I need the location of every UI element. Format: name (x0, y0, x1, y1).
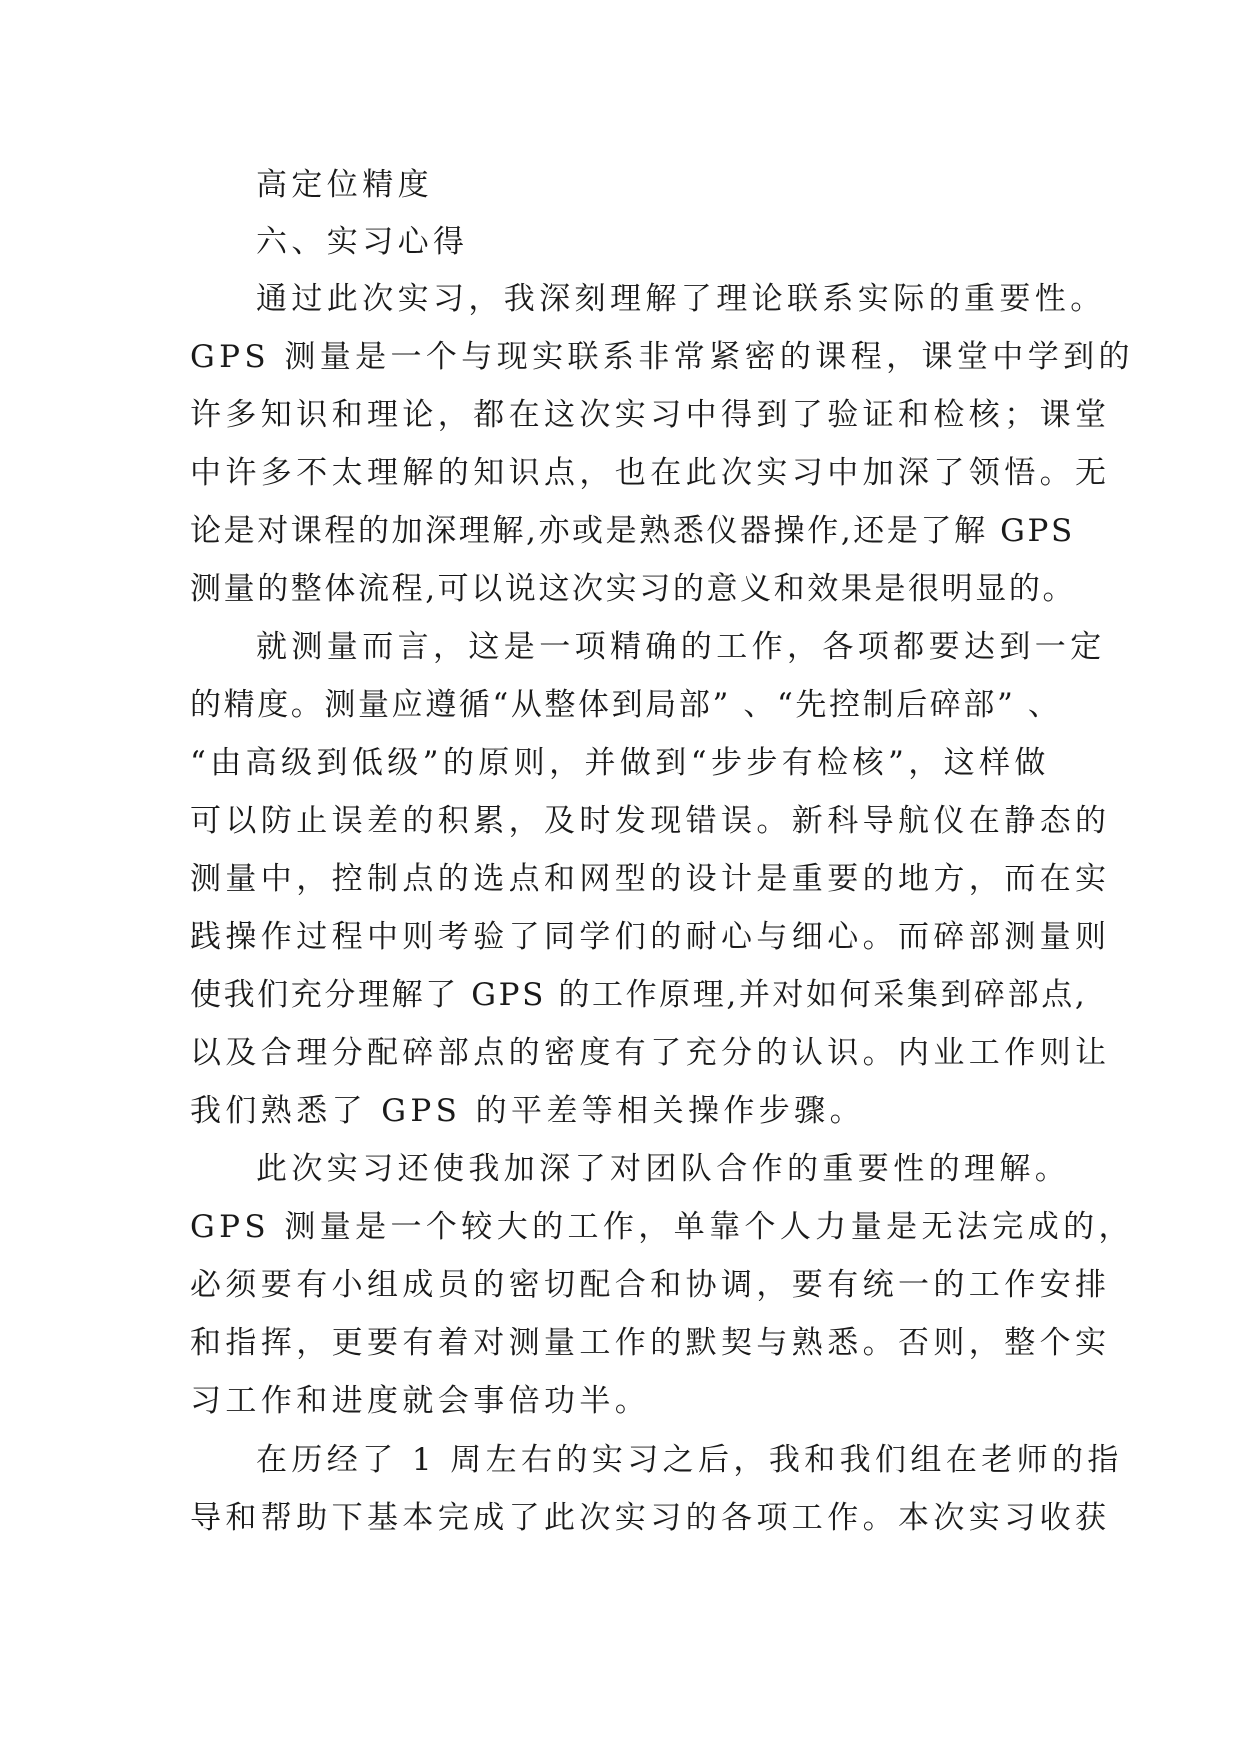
text-line-9: 就测量而言，这是一项精确的工作，各项都要达到一定 (256, 629, 1106, 665)
text-line-14: 践操作过程中则考验了同学们的耐心与细心。而碎部测量则 (190, 919, 1111, 955)
text-line-3: 通过此次实习，我深刻理解了理论联系实际的重要性。 (256, 281, 1106, 317)
text-line-7: 论是对课程的加深理解,亦或是熟悉仪器操作,还是了解 GPS (190, 513, 1075, 549)
text-line-4: GPS 测量是一个与现实联系非常紧密的课程，课堂中学到的 (190, 339, 1134, 375)
text-line-12: 可以防止误差的积累，及时发现错误。新科导航仪在静态的 (190, 803, 1111, 839)
text-line-6: 中许多不太理解的知识点，也在此次实习中加深了领悟。无 (190, 455, 1111, 491)
text-line-8: 测量的整体流程,可以说这次实习的意义和效果是很明显的。 (190, 571, 1077, 607)
text-line-15: 使我们充分理解了 GPS 的工作原理,并对如何采集到碎部点, (190, 977, 1088, 1013)
text-line-22: 习工作和进度就会事倍功半。 (190, 1383, 651, 1419)
text-line-19: GPS 测量是一个较大的工作，单靠个人力量是无法完成的， (190, 1209, 1134, 1245)
text-line-20: 必须要有小组成员的密切配合和协调，要有统一的工作安排 (190, 1267, 1111, 1303)
text-line-17: 我们熟悉了 GPS 的平差等相关操作步骤。 (190, 1093, 865, 1129)
text-line-1: 高定位精度 (256, 167, 433, 203)
text-line-23: 在历经了 1 周左右的实习之后，我和我们组在老师的指 (256, 1442, 1123, 1478)
text-line-18: 此次实习还使我加深了对团队合作的重要性的理解。 (256, 1151, 1071, 1187)
text-line-10: 的精度。测量应遵循“从整体到局部” 、“先控制后碎部” 、 (190, 687, 1062, 723)
text-line-21: 和指挥，更要有着对测量工作的默契与熟悉。否则，整个实 (190, 1325, 1111, 1361)
text-line-5: 许多知识和理论，都在这次实习中得到了验证和检核；课堂 (190, 397, 1111, 433)
text-line-11: “由高级到低级”的原则，并做到“步步有检核”，这样做 (190, 745, 1050, 781)
section-heading: 六、实习心得 (256, 224, 469, 260)
text-line-24: 导和帮助下基本完成了此次实习的各项工作。本次实习收获 (190, 1500, 1111, 1536)
text-line-16: 以及合理分配碎部点的密度有了充分的认识。内业工作则让 (190, 1035, 1111, 1071)
text-line-13: 测量中，控制点的选点和网型的设计是重要的地方，而在实 (190, 861, 1111, 897)
